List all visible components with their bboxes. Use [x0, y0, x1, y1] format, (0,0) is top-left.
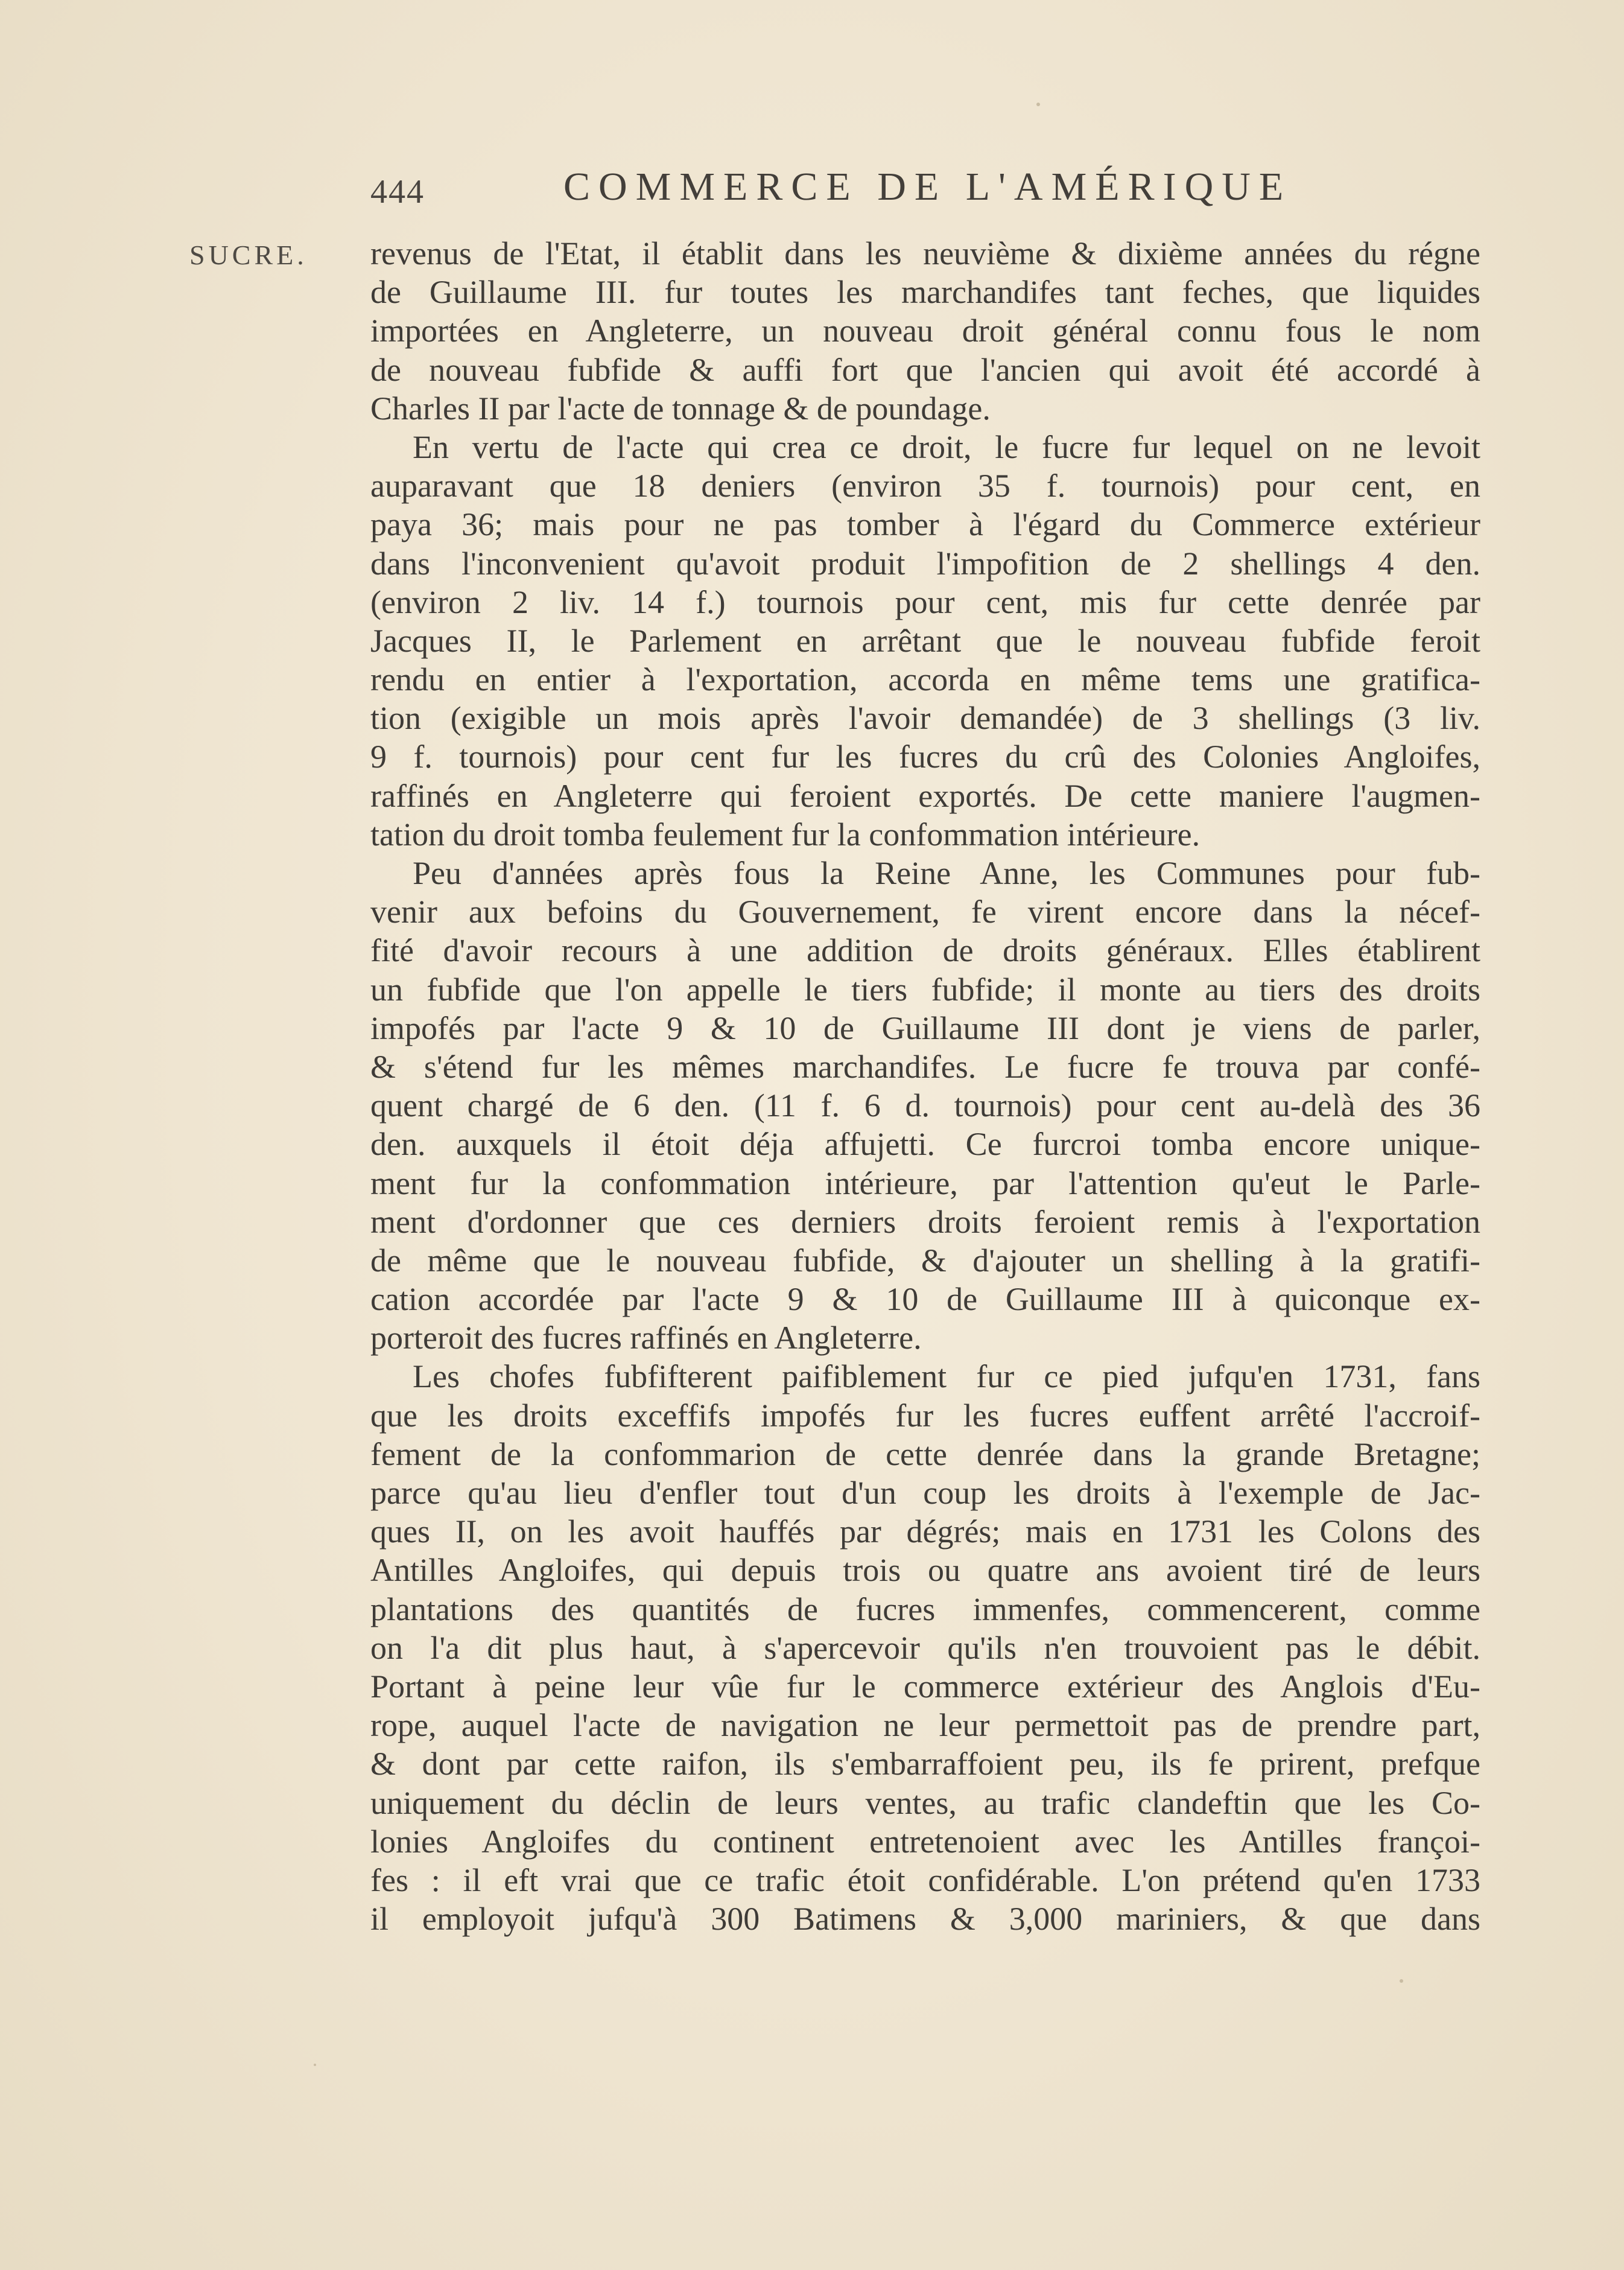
body-text	[370, 234, 1480, 1938]
text-line: den. auxquels il étoit déja affujetti. Ce furcroi tomba encore unique-	[370, 1126, 1480, 1163]
text-line: fes : il eft vrai que ce trafic étoit confidérable. L'on prétend qu'en 1733	[370, 1861, 1480, 1898]
text-line: on l'a dit plus haut, à s'apercevoir qu'ils n'en trouvoient pas le débit.	[370, 1629, 1480, 1666]
running-head	[370, 164, 1360, 212]
paper-speck	[1036, 103, 1040, 106]
text-line: ment fur la confommation intérieure, par l'attention qu'eut le Parle-	[370, 1165, 1480, 1201]
text-line: dans l'inconvenient qu'avoit produit l'impofition de 2 shellings 4 den.	[370, 545, 1480, 582]
text-line: Portant à peine leur vûe fur le commerce extérieur des Anglois d'Eu-	[370, 1668, 1480, 1705]
text-line: auparavant que 18 deniers (environ 35 f. tournois) pour cent, en	[370, 468, 1480, 504]
text-line: uniquement du déclin de leurs ventes, au trafic clandeftin que les Co-	[370, 1784, 1480, 1821]
text-line: (environ 2 liv. 14 f.) tournois pour cent, mis fur cette denrée par	[370, 583, 1480, 620]
header-title: COMMERCE DE L'AMÉRIQUE	[563, 165, 1292, 209]
text-line: ment d'ordonner que ces derniers droits feroient remis à l'exportation	[370, 1203, 1480, 1240]
text-line: il employoit jufqu'à 300 Batimens & 3,000 mariniers, & que dans	[370, 1901, 1480, 1938]
text-line: de Guillaume III. fur toutes les marchandifes tant feches, que liquides	[370, 274, 1480, 311]
text-line: Peu d'années après fous la Reine Anne, les Communes pour fub-	[413, 855, 1480, 891]
text-line: un fubfide que l'on appelle le tiers fubfide; il monte au tiers des droits	[370, 971, 1480, 1008]
text-line: impofés par l'acte 9 & 10 de Guillaume III dont je viens de parler,	[370, 1009, 1480, 1046]
text-line: Antilles Angloifes, qui depuis trois ou quatre ans avoient tiré de leurs	[370, 1552, 1480, 1589]
text-line: tation du droit tomba feulement fur la confommation intérieure.	[370, 816, 1201, 853]
text-line: parce qu'au lieu d'enfler tout d'un coup les droits à l'exemple de Jac-	[370, 1475, 1480, 1511]
text-line: revenus de l'Etat, il établit dans les neuvième & dixième années du régne	[370, 235, 1480, 272]
text-line: importées en Angleterre, un nouveau droit général connu fous le nom	[370, 313, 1480, 349]
text-line: Les chofes fubfifterent paifiblement fur ce pied jufqu'en 1731, fans	[413, 1358, 1480, 1395]
text-line: fement de la confommarion de cette denrée dans la grande Bretagne;	[370, 1435, 1480, 1472]
text-line: En vertu de l'acte qui crea ce droit, le fucre fur lequel on ne levoit	[413, 428, 1480, 465]
text-line: raffinés en Angleterre qui feroient exportés. De cette maniere l'augmen-	[370, 777, 1480, 814]
text-line: Jacques II, le Parlement en arrêtant que le nouveau fubfide feroit	[370, 622, 1480, 659]
margin-note: SUCRE.	[189, 240, 308, 270]
text-line: Charles II par l'acte de tonnage & de poundage.	[370, 390, 991, 427]
text-line: cation accordée par l'acte 9 & 10 de Guillaume III à quiconque ex-	[370, 1281, 1480, 1318]
text-line: ques II, on les avoit hauffés par dégrés; mais en 1731 les Colons des	[370, 1513, 1480, 1550]
text-line: 9 f. tournois) pour cent fur les fucres du crû des Colonies Angloifes,	[370, 739, 1480, 775]
text-line: rendu en entier à l'exportation, accorda en même tems une gratifica-	[370, 661, 1480, 698]
page-number: 444	[370, 173, 425, 211]
paper-speck	[1400, 1979, 1403, 1983]
paper-speck	[314, 2064, 316, 2066]
text-line: tion (exigible un mois après l'avoir demandée) de 3 shellings (3 liv.	[370, 700, 1480, 737]
text-line: porteroit des fucres raffinés en Angleterre.	[370, 1320, 922, 1356]
text-line: que les droits exceffifs impofés fur les fucres euffent arrêté l'accroif-	[370, 1397, 1480, 1434]
text-line: de nouveau fubfide & auffi fort que l'ancien qui avoit été accordé à	[370, 351, 1480, 388]
text-line: & dont par cette raifon, ils s'embarraffoient peu, ils fe prirent, prefque	[370, 1746, 1480, 1782]
text-line: quent chargé de 6 den. (11 f. 6 d. tournois) pour cent au-delà des 36	[370, 1087, 1480, 1124]
text-line: fité d'avoir recours à une addition de droits généraux. Elles établirent	[370, 932, 1480, 969]
text-line: rope, auquel l'acte de navigation ne leur permettoit pas de prendre part,	[370, 1707, 1480, 1744]
text-line: paya 36; mais pour ne pas tomber à l'égard du Commerce extérieur	[370, 506, 1480, 543]
text-line: de même que le nouveau fubfide, & d'ajouter un shelling à la gratifi-	[370, 1242, 1480, 1279]
text-line: plantations des quantités de fucres immenfes, commencerent, comme	[370, 1591, 1480, 1627]
text-line: lonies Angloifes du continent entretenoient avec les Antilles françoi-	[370, 1823, 1480, 1860]
text-line: & s'étend fur les mêmes marchandifes. Le fucre fe trouva par confé-	[370, 1048, 1480, 1085]
text-line: venir aux befoins du Gouvernement, fe virent encore dans la nécef-	[370, 894, 1480, 930]
